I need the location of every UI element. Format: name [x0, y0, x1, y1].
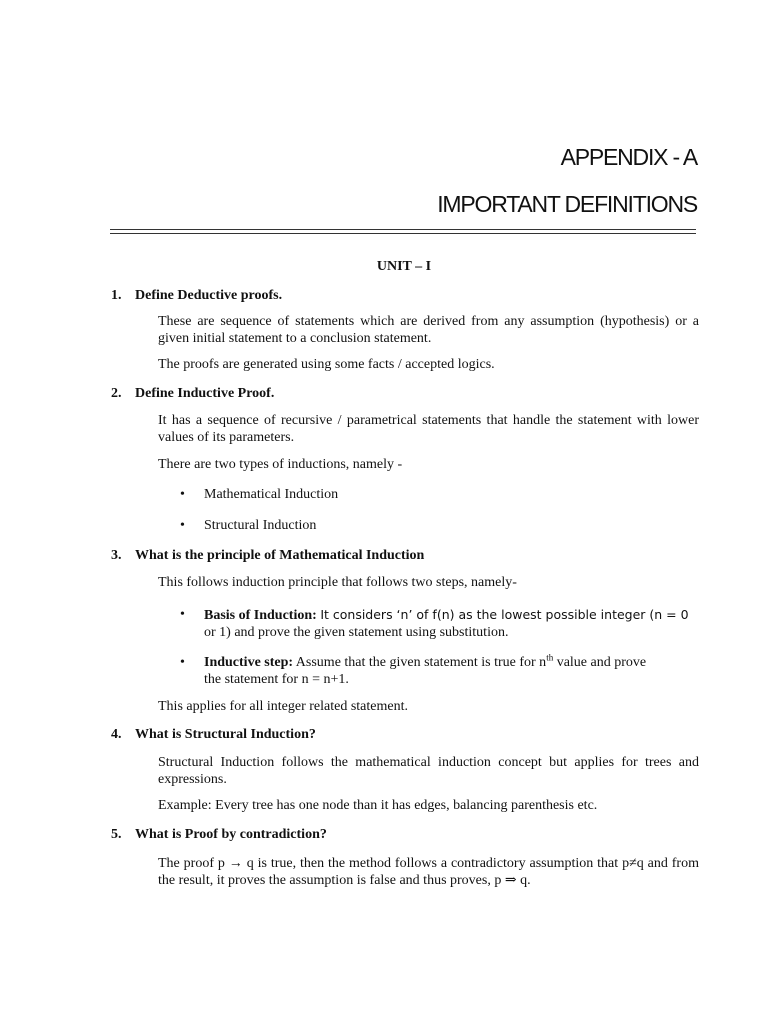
list-item-basis	[204, 606, 699, 641]
question-1	[111, 288, 282, 304]
question-title: What is the principle of Mathematical Induction	[135, 548, 425, 563]
question-4	[111, 727, 316, 743]
paragraph: These are sequence of statements which are derived from any assumption (hypothesis) or a given initial statement to a conclusion statement.	[158, 314, 699, 346]
paragraph: This follows induction principle that follows two steps, namely-	[158, 575, 517, 590]
question-number: 2.	[111, 386, 122, 401]
term-label: Basis of Induction:	[204, 608, 317, 623]
bullet-icon: •	[180, 655, 185, 670]
question-2	[111, 386, 274, 402]
paragraph: This applies for all integer related statement.	[158, 699, 408, 714]
list-item-inductive-step	[204, 654, 699, 688]
term-text: Assume that the given statement is true for n	[295, 655, 547, 670]
term-text: value and prove	[556, 655, 647, 670]
section-title: IMPORTANT DEFINITIONS	[437, 191, 697, 217]
question-number: 5.	[111, 827, 122, 842]
question-title: Define Deductive proofs.	[135, 288, 283, 303]
question-title: What is Proof by contradiction?	[135, 827, 327, 842]
term-text: It considers ‘n’ of f(n) as the lowest possible integer (n = 0	[320, 607, 689, 622]
bullet-icon: •	[180, 607, 185, 622]
superscript: th	[546, 652, 554, 663]
list-item: Structural Induction	[204, 518, 317, 533]
question-number: 1.	[111, 288, 122, 303]
paragraph: The proof p → q is true, then the method follows a contradictory assumption that p≠q and from the result, it proves the assumption is false and thus proves, p ⇒ q.	[158, 856, 699, 888]
list-item: Mathematical Induction	[204, 487, 339, 502]
double-rule-divider	[110, 229, 696, 234]
appendix-heading: APPENDIX - A	[560, 144, 697, 170]
paragraph: It has a sequence of recursive / parametrical statements that handle the statement with lower values of its parameters.	[158, 413, 699, 445]
question-5	[111, 827, 327, 843]
term-text-cont: the statement for n = n+1.	[204, 672, 349, 687]
question-title: What is Structural Induction?	[135, 727, 316, 742]
bullet-icon: •	[180, 487, 185, 502]
question-title: Define Inductive Proof.	[135, 386, 275, 401]
question-number: 4.	[111, 727, 122, 742]
paragraph: There are two types of inductions, namely -	[158, 457, 403, 472]
paragraph: Structural Induction follows the mathematical induction concept but applies for trees and expressions.	[158, 755, 699, 787]
unit-heading: UNIT – I	[376, 259, 432, 274]
paragraph: Example: Every tree has one node than it has edges, balancing parenthesis etc.	[158, 798, 598, 813]
question-3	[111, 548, 424, 564]
paragraph: The proofs are generated using some facts / accepted logics.	[158, 357, 495, 372]
term-text-cont: or 1) and prove the given statement using substitution.	[204, 625, 509, 640]
bullet-icon: •	[180, 518, 185, 533]
question-number: 3.	[111, 548, 122, 563]
term-label: Inductive step:	[204, 655, 294, 670]
